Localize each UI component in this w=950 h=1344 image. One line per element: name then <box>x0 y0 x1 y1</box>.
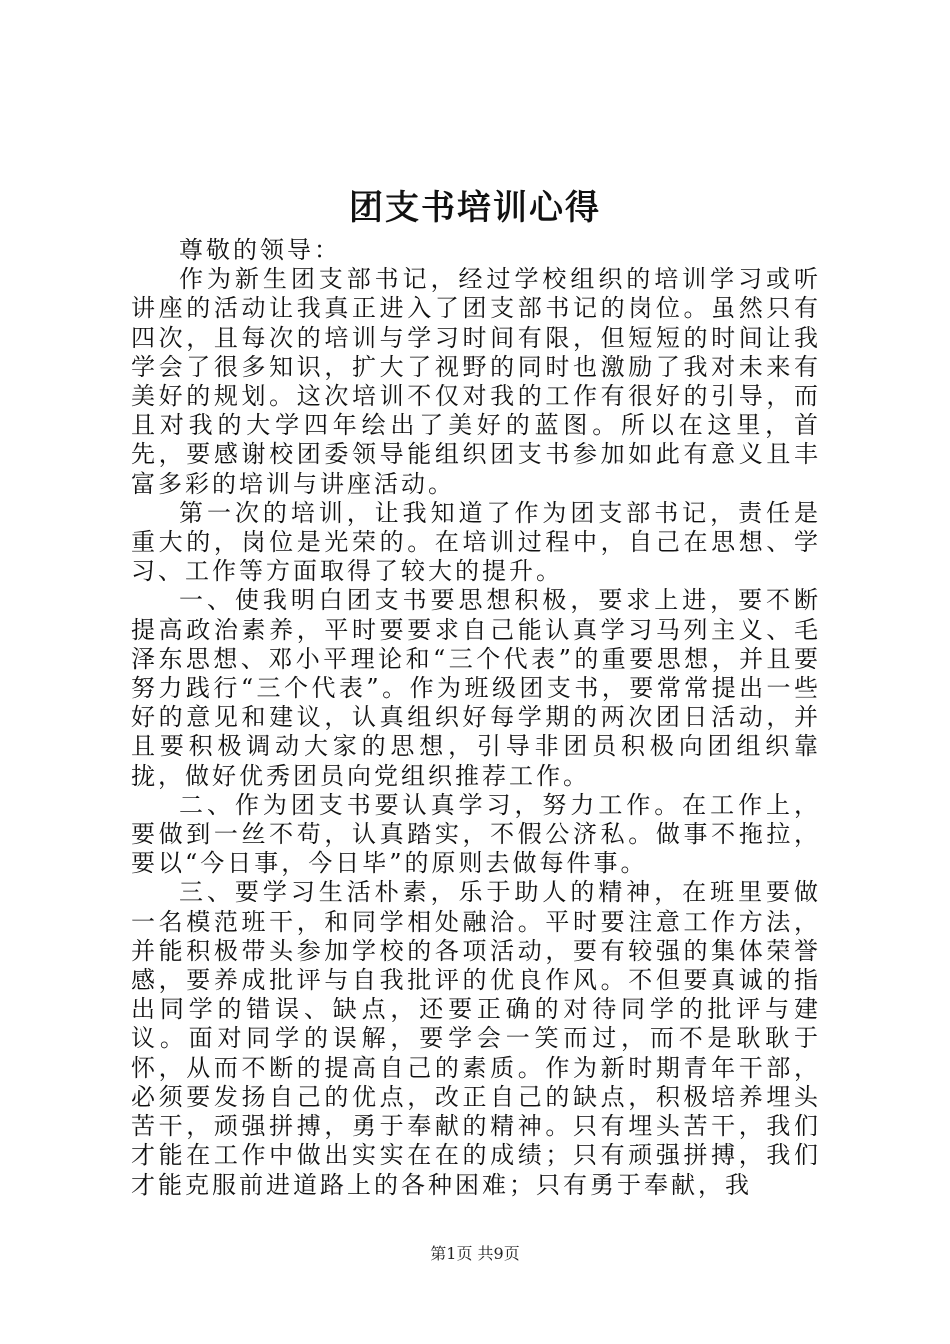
page-number-footer: 第1页 共9页 <box>430 1244 520 1263</box>
document-body <box>131 236 821 1200</box>
paragraph-first-training: 第一次的培训，让我知道了作为团支部书记，责任是重大的，岗位是光荣的。在培训过程中，自己在思想、学习、工作等方面取得了较大的提升。 <box>131 498 821 586</box>
paragraph-point-three: 三、要学习生活朴素，乐于助人的精神，在班里要做一名模范班干，和同学相处融洽。平时要注意工作方法，并能积极带头参加学校的各项活动，要有较强的集体荣誉感，要养成批评与自我批评的优良作风。不但要真诚的指出同学的错误、缺点，还要正确的对待同学的批评与建议。面对同学的误解，要学会一笑而过，而不是耿耿于怀，从而不断的提高自己的素质。作为新时期青年干部，必须要发扬自己的优点，改正自己的缺点，积极培养埋头苦干，顽强拼搏，勇于奉献的精神。只有埋头苦干，我们才能在工作中做出实实在在的成绩；只有顽强拼搏，我们才能克服前进道路上的各种困难；只有勇于奉献，我 <box>131 878 821 1199</box>
paragraph-point-one: 一、使我明白团支书要思想积极，要求上进，要不断提高政治素养，平时要要求自己能认真学习马列主义、毛泽东思想、邓小平理论和“三个代表”的重要思想，并且要努力践行“三个代表”。作为班级团支书，要常常提出一些好的意见和建议，认真组织好每学期的两次团日活动，并且要积极调动大家的思想，引导非团员积极向团组织靠拢，做好优秀团员向党组织推荐工作。 <box>131 586 821 790</box>
paragraph-point-two: 二、作为团支书要认真学习，努力工作。在工作上，要做到一丝不苟，认真踏实，不假公济私。做事不拖拉，要以“今日事，今日毕”的原则去做每件事。 <box>131 790 821 878</box>
salutation: 尊敬的领导： <box>179 236 341 264</box>
paragraph-intro: 作为新生团支部书记，经过学校组织的培训学习或听讲座的活动让我真正进入了团支部书记的岗位。虽然只有四次，且每次的培训与学习时间有限，但短短的时间让我学会了很多知识，扩大了视野的同时也激励了我对未来有美好的规划。这次培训不仅对我的工作有很好的引导，而且对我的大学四年绘出了美好的蓝图。所以在这里，首先，要感谢校团委领导能组织团支书参加如此有意义且丰富多彩的培训与讲座活动。 <box>131 265 821 498</box>
document-title: 团支书培训心得 <box>349 188 601 228</box>
